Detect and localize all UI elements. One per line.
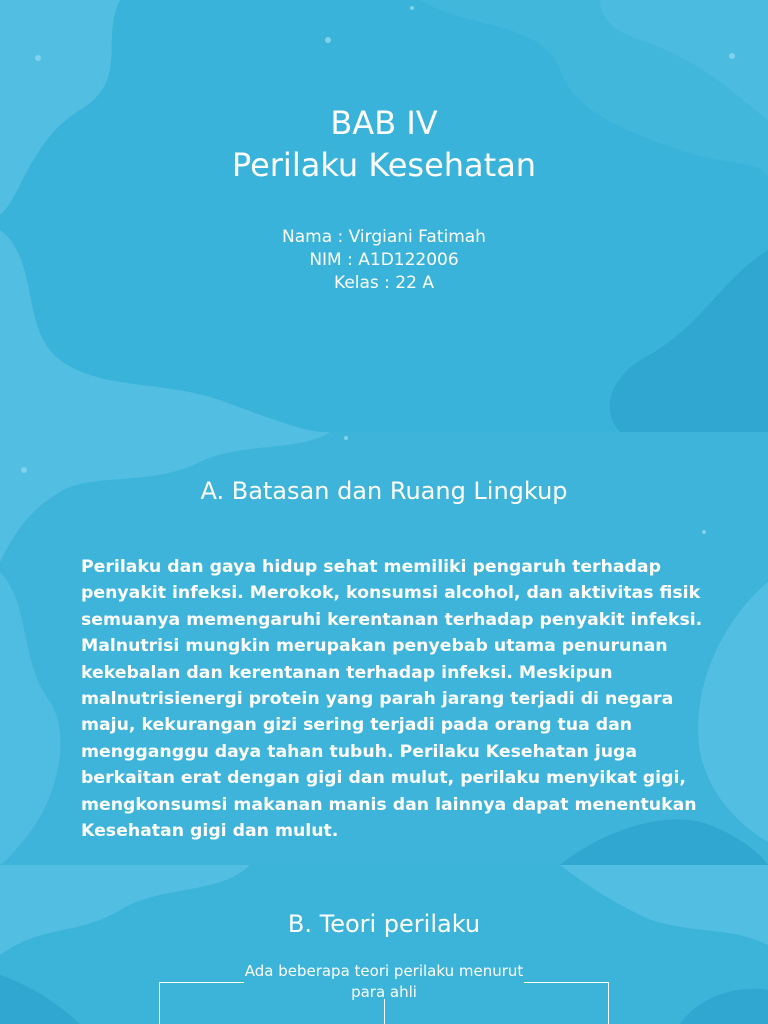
section-a-paragraph: Perilaku dan gaya hidup sehat memiliki pengaruh terhadap penyakit infeksi. Merokok, konsumsi alcohol, dan aktivitas fisik semuanya memengaruhi kerentanan terhadap penyakit infeksi. Malnutrisi mungkin merupakan penyebab utama penurunan kekebalan dan kerentanan terhadap infeksi. Meskipun malnutrisienergi protein yang parah jarang terjadi di negara maju, kekurangan gizi sering terjadi pada orang tua dan mengganggu daya tahan tubuh. Perilaku Kesehatan juga berkaitan erat dengan gigi dan mulut, perilaku menyikat gigi, mengkonsumsi makanan manis dan lainnya dapat menentukan Kesehatan gigi dan mulut. [81,557,703,842]
author-class: Kelas : 22 A [334,273,434,293]
slide-batasan [0,432,768,865]
slide-title-heading [0,102,768,186]
author-info [0,226,768,295]
section-a-heading: A. Batasan dan Ruang Lingkup [200,477,568,505]
slide-title [0,0,768,432]
title-line-2: Perilaku Kesehatan [231,146,537,184]
section-b-heading: B. Teori perilaku [287,910,481,938]
author-name: Nama : Virgiani Fatimah [282,227,486,247]
diagram-root-text: Ada beberapa teori perilaku menurut para ahli [244,962,524,1001]
slide-teori [0,865,768,1024]
title-line-1: BAB IV [330,104,438,142]
diagram-branch-right [608,982,609,1024]
diagram-connector-left [159,982,244,983]
diagram-connector-right [524,982,609,983]
author-nim: NIM : A1D122006 [309,250,459,270]
diagram-branch-left [159,982,160,1024]
wave-background [0,0,768,432]
